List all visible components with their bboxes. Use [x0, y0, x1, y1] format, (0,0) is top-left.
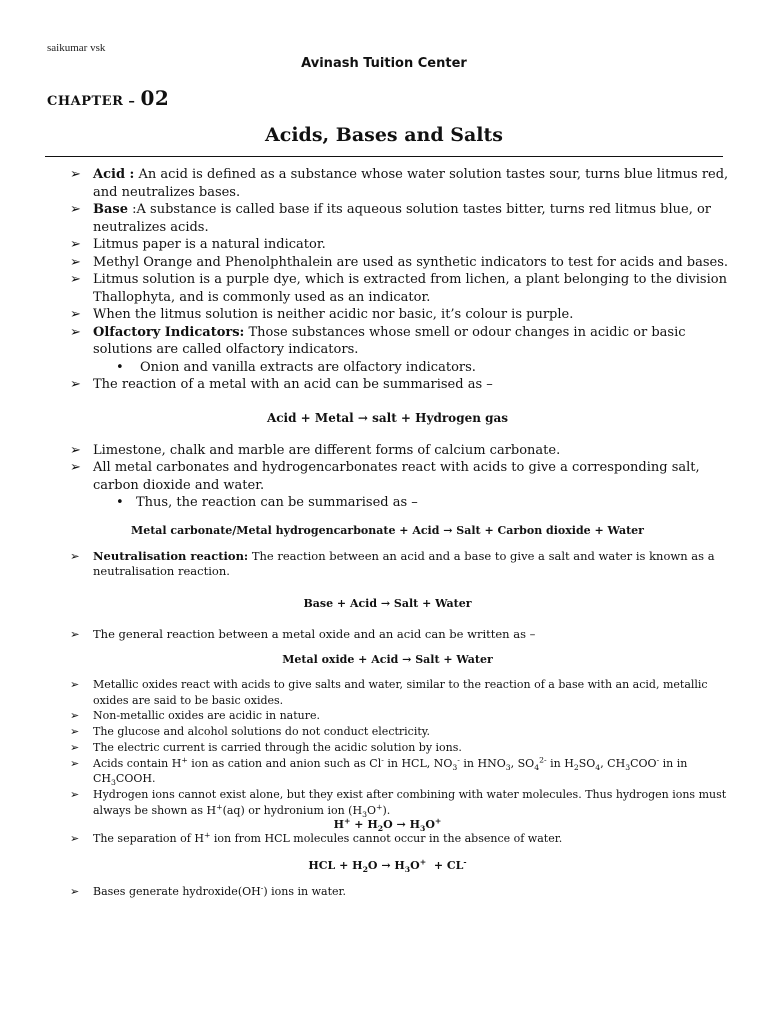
list-item-nonmetallic-oxides: ➢ Non-metallic oxides are acidic in nature. — [70, 708, 730, 724]
author-name: saikumar vsk — [47, 42, 106, 54]
list-item-hydrogen-ions: ➢ Hydrogen ions cannot exist alone, but they exist after combining with water molecules. Thus hydrogen ions must always be shown as H+(aq) or hydronium ion $(H_3O^+)$. — [70, 787, 730, 818]
term-neutralisation: Neutralisation reaction: — [93, 548, 249, 563]
section-metal-oxide — [70, 627, 730, 643]
chapter-heading — [47, 86, 169, 110]
list-item-litmus: ➢ Litmus paper is a natural indicator. — [70, 236, 730, 254]
term-base: Base — [93, 202, 129, 217]
list-item-synthetic-indicators: ➢ Methyl Orange and Phenolphthalein are used as synthetic indicators to test for acids and bases. — [70, 254, 730, 272]
sub-item-thus: • Thus, the reaction can be summarised as – — [70, 494, 730, 512]
equation-neutralisation: Base + Acid → Salt + Water — [303, 596, 472, 610]
def-base: :A substance is called base if its aqueous solution tastes bitter, turns red litmus blue, or neutralizes acids. — [93, 202, 712, 235]
section-bases — [70, 884, 730, 900]
list-item-limestone: ➢ Limestone, chalk and marble are different forms of calcium carbonate. — [70, 442, 730, 460]
list-item-lichen: ➢ Litmus solution is a purple dye, which is extracted from lichen, a plant belonging to the division Thallophyta, and is commonly used as an indicator. — [70, 271, 730, 306]
chapter-label: CHAPTER – — [47, 94, 141, 109]
list-item-separation: ➢ The separation of H+ ion from HCL molecules cannot occur in the absence of water. — [70, 831, 730, 847]
chapter-number: 02 — [140, 86, 170, 110]
list-item-acid-ions: ➢ Acids contain H+ ion as cation and anion such as Cl- in HCL, $NO_3^-$ in $HNO_3$, $SO_4^{2-}$ in $H_2SO_4$, $CH_3COO^-$ in in $CH_3COOH$. — [70, 756, 730, 787]
equation-metal-oxide: Metal oxide + Acid → Salt + Water — [282, 653, 493, 666]
sub-item-onion: • Onion and vanilla extracts are olfactory indicators. — [70, 359, 730, 377]
term-acid: Acid : — [93, 167, 135, 182]
page-title: Acids, Bases and Salts — [265, 124, 503, 146]
tuition-center-name: Avinash Tuition Center — [301, 56, 467, 71]
list-item-base — [70, 201, 730, 236]
def-acid: An acid is defined as a substance whose water solution tastes sour, turns blue litmus red, and neutralizes bases. — [93, 167, 729, 200]
section-separation — [70, 831, 730, 847]
list-item-olfactory — [70, 324, 730, 359]
content — [70, 166, 730, 900]
def-neutralisation: The reaction between an acid and a base to give a salt and water is known as a neutralisation reaction. — [93, 548, 715, 578]
term-olfactory: Olfactory Indicators: — [93, 324, 245, 340]
list-item-purple: ➢ When the litmus solution is neither acidic nor basic, it’s colour is purple. — [70, 306, 730, 324]
list-item-metal-reaction: ➢ The reaction of a metal with an acid can be summarised as – — [70, 376, 730, 394]
list-item-glucose: ➢ The glucose and alcohol solutions do not conduct electricity. — [70, 724, 730, 740]
list-item-bases-hydroxide: ➢ Bases generate hydroxide(OH-) ions in water. — [70, 884, 730, 900]
section-neutralisation — [70, 549, 730, 580]
list-item-acid — [70, 166, 730, 201]
section-indicators — [70, 166, 730, 394]
list-item-carbonates: ➢ All metal carbonates and hydrogencarbonates react with acids to give a corresponding salt, carbon dioxide and water. — [70, 459, 730, 494]
section-carbonates — [70, 442, 730, 512]
def-olfactory: Those substances whose smell or odour changes in acidic or basic solutions are called olfactory indicators. — [93, 324, 686, 357]
equation-acid-metal: Acid + Metal → salt + Hydrogen gas — [266, 410, 509, 425]
equation-hcl: HCL + $H_2O \to H_3O^+ + CL^-$ — [308, 857, 467, 875]
list-item-metallic-oxides: ➢ Metallic oxides react with acids to give salts and water, similar to the reaction of a base with an acid, metallic oxides are said to be basic oxides. — [70, 677, 730, 708]
list-item-current: ➢ The electric current is carried through the acidic solution by ions. — [70, 740, 730, 756]
list-item-neutralisation — [70, 549, 730, 580]
equation-carbonate: Metal carbonate/Metal hydrogencarbonate + Acid → Salt + Carbon dioxide + Water — [131, 523, 644, 537]
equation-hydronium: $H^+ + H_2O \to H_3O^+$ — [333, 816, 442, 834]
list-item-metal-oxide: ➢ The general reaction between a metal oxide and an acid can be written as – — [70, 627, 730, 643]
title-rule — [45, 156, 723, 157]
section-ions — [70, 677, 730, 818]
